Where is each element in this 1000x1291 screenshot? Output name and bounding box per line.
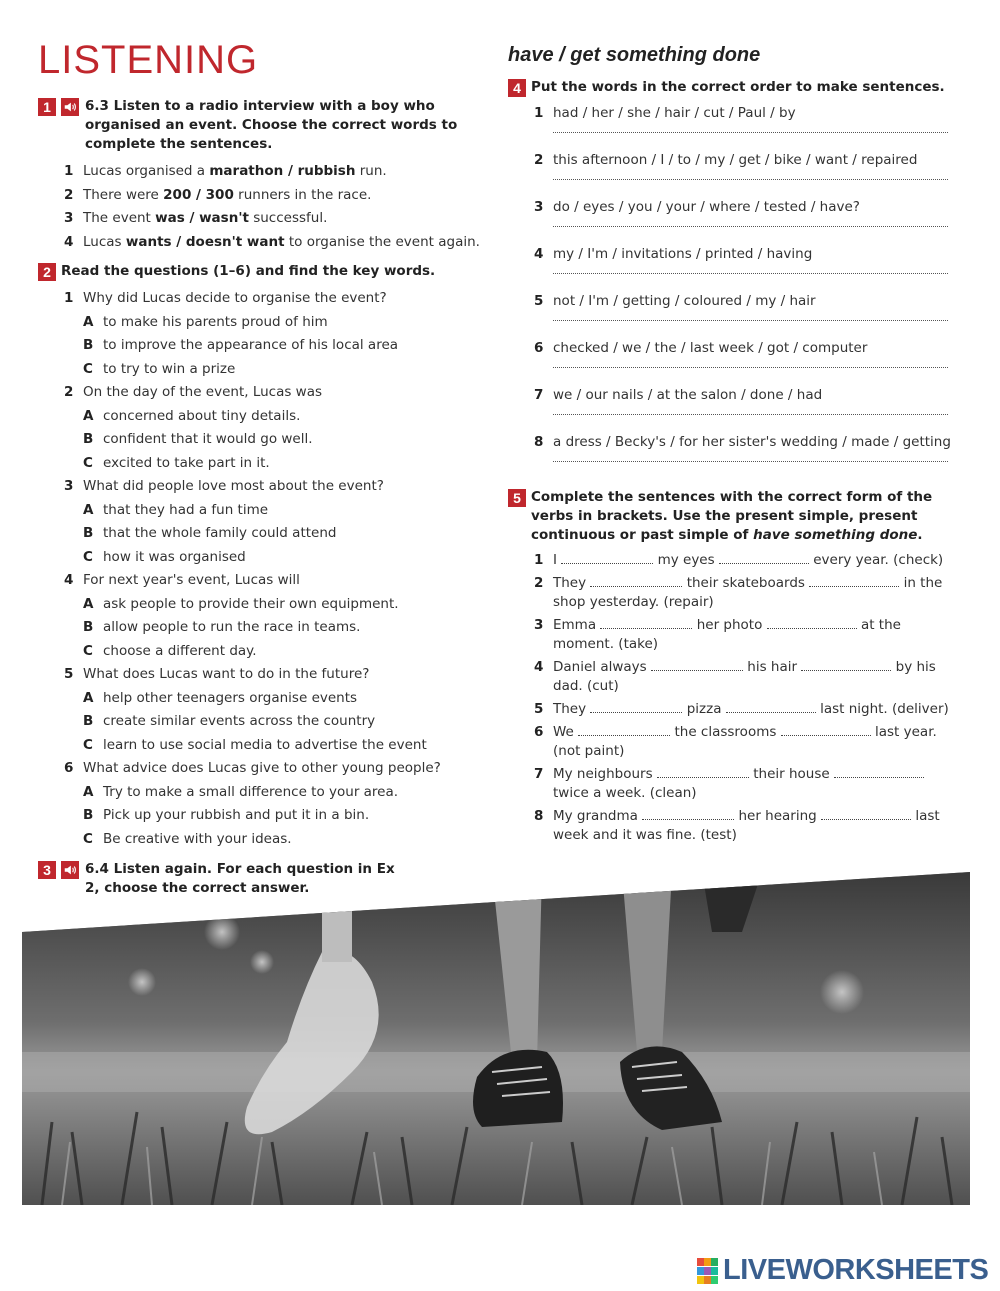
speaker-icon[interactable] (61, 861, 79, 879)
gap-fill-item: 5 They pizza last night. (deliver) (534, 701, 949, 717)
question-text: What did people love most about the event? (83, 478, 384, 494)
word-choice[interactable]: 200 / 300 (163, 186, 234, 203)
answer-option[interactable]: B confident that it would go well. (83, 431, 313, 447)
jumbled-words: my / I'm / invitations / printed / having (553, 246, 813, 262)
answer-options (83, 781, 483, 852)
answer-option[interactable]: A ask people to provide their own equipment. (83, 595, 399, 612)
gap-blank[interactable] (809, 574, 899, 587)
gap-blank[interactable] (821, 807, 911, 820)
photo-runner-picking-litter (22, 872, 970, 1205)
answer-options (83, 593, 483, 664)
answer-option[interactable]: A Try to make a small difference to your area. (83, 783, 399, 800)
answer-option[interactable]: C learn to use social media to advertise the event (83, 736, 427, 753)
jumbled-words: not / I'm / getting / coloured / my / hair (553, 293, 816, 309)
jumbled-words: this afternoon / I / to / my / get / bike / want / repaired (553, 152, 918, 168)
gap-blank[interactable] (834, 765, 924, 778)
liveworksheets-logo[interactable] (697, 1254, 988, 1287)
answer-option[interactable]: B to improve the appearance of his local area (83, 337, 399, 353)
word-choice[interactable]: wants / doesn't want (125, 233, 285, 250)
jumbled-words: do / eyes / you / your / where / tested / have? (553, 199, 860, 215)
list-item: 2 There were 200 / 300 runners in the race. (64, 186, 372, 203)
word-order-item: 6 checked / we / the / last week / got / computer (534, 338, 953, 385)
jumbled-words: we / our nails / at the salon / done / had (553, 387, 823, 403)
gap-blank[interactable] (578, 723, 670, 736)
answer-option[interactable]: A concerned about tiny details. (83, 407, 301, 424)
answer-line[interactable] (553, 132, 948, 133)
gap-fill-item: 3 Emma her photo at the moment. (take) (534, 617, 901, 652)
gap-blank[interactable] (781, 723, 871, 736)
question-text: For next year's event, Lucas will (83, 572, 300, 588)
speaker-icon[interactable] (61, 98, 79, 116)
word-order-item: 5 not / I'm / getting / coloured / my / hair (534, 291, 953, 338)
exercise-instruction: 6.3 Listen to a radio interview with a boy who organised an event. Choose the correct words to complete the sentences. (85, 98, 458, 152)
word-choice[interactable]: was / wasn't (155, 210, 249, 226)
list-item: 1 Lucas organised a marathon / rubbish run. (64, 163, 387, 179)
question-item: 5 What does Lucas want to do in the future? A help other teenagers organise events B create similar events across the country C learn to use social media to advertise the event (64, 663, 483, 757)
answer-line[interactable] (553, 367, 948, 368)
jumbled-words: had / her / she / hair / cut / Paul / by (553, 105, 796, 121)
exercise-number: 1 (38, 98, 56, 116)
question-item: 3 What did people love most about the event? A that they had a fun time B that the whole family could attend C how it was organised (64, 475, 483, 569)
list-item: 3 The event was / wasn't successful. (64, 210, 328, 226)
word-order-item: 2 this afternoon / I / to / my / get / bike / want / repaired (534, 150, 953, 197)
answer-options (83, 405, 483, 476)
answer-option[interactable]: C to try to win a prize (83, 360, 236, 377)
exercise-number: 4 (508, 79, 526, 97)
exercise-3 (38, 860, 398, 898)
answer-line[interactable] (553, 461, 948, 462)
answer-option[interactable]: B allow people to run the race in teams. (83, 619, 361, 635)
gap-fill-item: 6 We the classrooms last year. (not paint) (534, 724, 937, 759)
gap-blank[interactable] (726, 700, 816, 713)
question-text: On the day of the event, Lucas was (83, 384, 323, 400)
answer-line[interactable] (553, 179, 948, 180)
answer-line[interactable] (553, 320, 948, 321)
answer-line[interactable] (553, 273, 948, 274)
word-choice[interactable]: marathon / rubbish (209, 163, 356, 179)
question-item: 4 For next year's event, Lucas will A ask people to provide their own equipment. B allow people to run the race in teams. C choose a different day. (64, 569, 483, 663)
word-order-item: 1 had / her / she / hair / cut / Paul / by (534, 103, 953, 150)
exercise-instruction: Complete the sentences with the correct form of the verbs in brackets. Use the present simple, present continuous or past simple of have something done. (531, 489, 933, 543)
answer-line[interactable] (553, 226, 948, 227)
answer-option[interactable]: C excited to take part in it. (83, 454, 270, 471)
answer-option[interactable]: C choose a different day. (83, 642, 257, 659)
question-item: 2 On the day of the event, Lucas was A concerned about tiny details. B confident that it would go well. C excited to take part in it. (64, 381, 483, 475)
ex5-items (534, 551, 953, 845)
exercise-number: 2 (38, 263, 56, 281)
gap-blank[interactable] (590, 574, 682, 587)
gap-fill-item: 4 Daniel always his hair by his dad. (cut) (534, 659, 936, 694)
exercise-instruction: Read the questions (1–6) and find the key words. (61, 263, 436, 279)
gap-fill-item: 2 They their skateboards in the shop yesterday. (repair) (534, 575, 943, 610)
ex4-items (534, 103, 953, 479)
answer-options (83, 687, 483, 758)
gap-blank[interactable] (801, 658, 891, 671)
gap-blank[interactable] (600, 616, 692, 629)
gap-blank[interactable] (657, 765, 749, 778)
question-text: What advice does Lucas give to other young people? (83, 760, 441, 776)
grammar-title: have / get something done (508, 44, 761, 66)
question-item: 6 What advice does Lucas give to other young people? A Try to make a small difference to your area. B Pick up your rubbish and put it in a bin. C Be creative with your ideas. (64, 757, 483, 851)
question-item: 1 Why did Lucas decide to organise the event? A to make his parents proud of him B to improve the appearance of his local area C to try to win a prize (64, 287, 483, 381)
ex1-items (64, 160, 483, 254)
answer-option[interactable]: A help other teenagers organise events (83, 689, 358, 706)
answer-option[interactable]: A to make his parents proud of him (83, 313, 328, 330)
list-item: 4 Lucas wants / doesn't want to organise the event again. (64, 233, 480, 250)
answer-option[interactable]: A that they had a fun time (83, 501, 269, 518)
gap-blank[interactable] (719, 551, 809, 564)
gap-blank[interactable] (642, 807, 734, 820)
page-title: LISTENING (38, 38, 259, 82)
exercise-1 (38, 97, 483, 254)
answer-option[interactable]: B that the whole family could attend (83, 525, 337, 541)
gap-blank[interactable] (767, 616, 857, 629)
word-order-item: 3 do / eyes / you / your / where / tested / have? (534, 197, 953, 244)
word-order-item: 8 a dress / Becky's / for her sister's wedding / made / getting (534, 432, 953, 479)
answer-option[interactable]: C how it was organised (83, 548, 246, 565)
answer-option[interactable]: C Be creative with your ideas. (83, 830, 292, 847)
question-text: Why did Lucas decide to organise the event? (83, 290, 387, 306)
answer-option[interactable]: B create similar events across the country (83, 713, 376, 729)
question-text: What does Lucas want to do in the future? (83, 666, 370, 682)
jumbled-words: checked / we / the / last week / got / computer (553, 340, 868, 356)
ex2-questions (64, 287, 483, 851)
exercise-4 (508, 78, 953, 479)
answer-options (83, 499, 483, 570)
gap-blank[interactable] (561, 551, 653, 564)
exercise-5 (508, 488, 953, 849)
gap-blank[interactable] (651, 658, 743, 671)
word-order-item: 7 we / our nails / at the salon / done / had (534, 385, 953, 432)
logo-text: LIVEWORKSHEETS (723, 1254, 989, 1286)
gap-fill-item: 8 My grandma her hearing last week and it was fine. (test) (534, 808, 940, 843)
gap-fill-item: 1 I my eyes every year. (check) (534, 552, 944, 568)
word-order-item: 4 my / I'm / invitations / printed / having (534, 244, 953, 291)
exercise-number: 3 (38, 861, 56, 879)
answer-line[interactable] (553, 414, 948, 415)
answer-option[interactable]: B Pick up your rubbish and put it in a bin. (83, 807, 370, 823)
gap-blank[interactable] (590, 700, 682, 713)
gap-fill-item: 7 My neighbours their house twice a week. (clean) (534, 765, 953, 803)
exercise-number: 5 (508, 489, 526, 507)
exercise-2 (38, 262, 483, 851)
exercise-instruction: Put the words in the correct order to make sentences. (531, 79, 945, 95)
answer-options (83, 311, 483, 382)
logo-blocks-icon (697, 1258, 719, 1284)
exercise-instruction: 6.4 Listen again. For each question in Ex 2, choose the correct answer. (85, 861, 395, 896)
jumbled-words: a dress / Becky's / for her sister's wedding / made / getting (553, 434, 951, 450)
